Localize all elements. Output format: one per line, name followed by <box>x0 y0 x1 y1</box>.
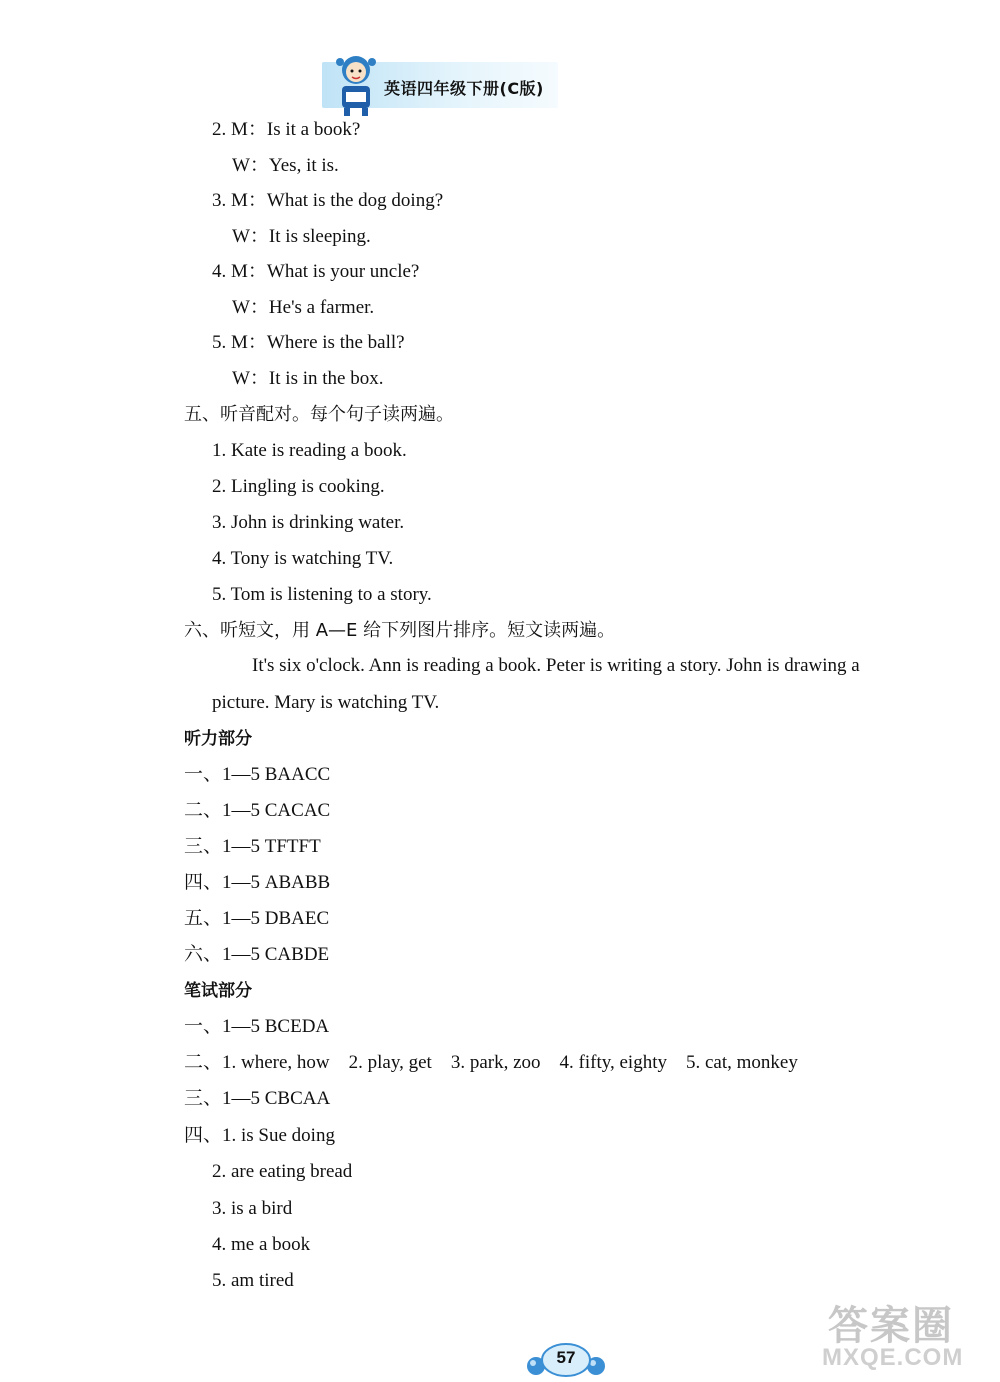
section5-item: 5. Tom is listening to a story. <box>212 584 432 605</box>
written-sub-item: 4. me a book <box>212 1234 311 1255</box>
written-answer: 一、1—5 BCEDA <box>184 1016 330 1037</box>
written-answer: 二、1. where, how 2. play, get 3. park, zoo 4. fifty, eighty 5. cat, monkey <box>184 1052 798 1073</box>
section6-paragraph-line1: It's six o'clock. Ann is reading a book. Peter is writing a story. John is drawing a <box>252 655 860 676</box>
written-answer: 四、1. is Sue doing <box>184 1125 335 1146</box>
written-sub-item: 5. am tired <box>212 1270 294 1291</box>
section5-item: 4. Tony is watching TV. <box>212 548 394 569</box>
section5-item: 3. John is drinking water. <box>212 512 405 533</box>
watermark-logo-text: 答案圈 <box>828 1303 954 1349</box>
written-sub-item: 3. is a bird <box>212 1198 293 1219</box>
page-number-badge <box>522 1340 610 1380</box>
dialogue-line: W：It is sleeping. <box>232 226 371 247</box>
dialogue-line: W：It is in the box. <box>232 368 384 389</box>
dialogue-line: W：He's a farmer. <box>232 297 375 318</box>
page-header <box>322 52 562 118</box>
mascot-girl-icon <box>328 52 384 118</box>
written-answer: 三、1—5 CBCAA <box>184 1088 331 1109</box>
dialogue-line: 4. M：What is your uncle? <box>212 261 420 282</box>
dialogue-line: 5. M：Where is the ball? <box>212 332 405 353</box>
page-number: 57 <box>556 1348 576 1367</box>
listening-answer: 三、1—5 TFTFT <box>184 836 321 857</box>
section5-item: 2. Lingling is cooking. <box>212 476 385 497</box>
written-heading: 笔试部分 <box>184 981 252 1001</box>
listening-answer: 一、1—5 BAACC <box>184 764 331 785</box>
written-sub-item: 2. are eating bread <box>212 1161 353 1182</box>
dialogue-line: 2. M：Is it a book? <box>212 119 361 140</box>
listening-heading: 听力部分 <box>184 729 252 749</box>
listening-answer: 四、1—5 ABABB <box>184 872 331 893</box>
listening-answer: 五、1—5 DBAEC <box>184 908 330 929</box>
section5-item: 1. Kate is reading a book. <box>212 440 407 461</box>
listening-answer: 二、1—5 CACAC <box>184 800 331 821</box>
section6-heading: 六、听短文，用 A—E 给下列图片排序。短文读两遍。 <box>184 620 616 641</box>
section6-paragraph-line2: picture. Mary is watching TV. <box>212 692 440 713</box>
section5-heading: 五、听音配对。每个句子读两遍。 <box>184 404 454 425</box>
dialogue-line: 3. M：What is the dog doing? <box>212 190 444 211</box>
listening-answer: 六、1—5 CABDE <box>184 944 330 965</box>
dialogue-line: W：Yes, it is. <box>232 155 339 176</box>
header-title: 英语四年级下册(C版) <box>384 79 544 98</box>
watermark <box>818 1294 994 1378</box>
watermark-url: MXQE.COM <box>822 1344 964 1371</box>
